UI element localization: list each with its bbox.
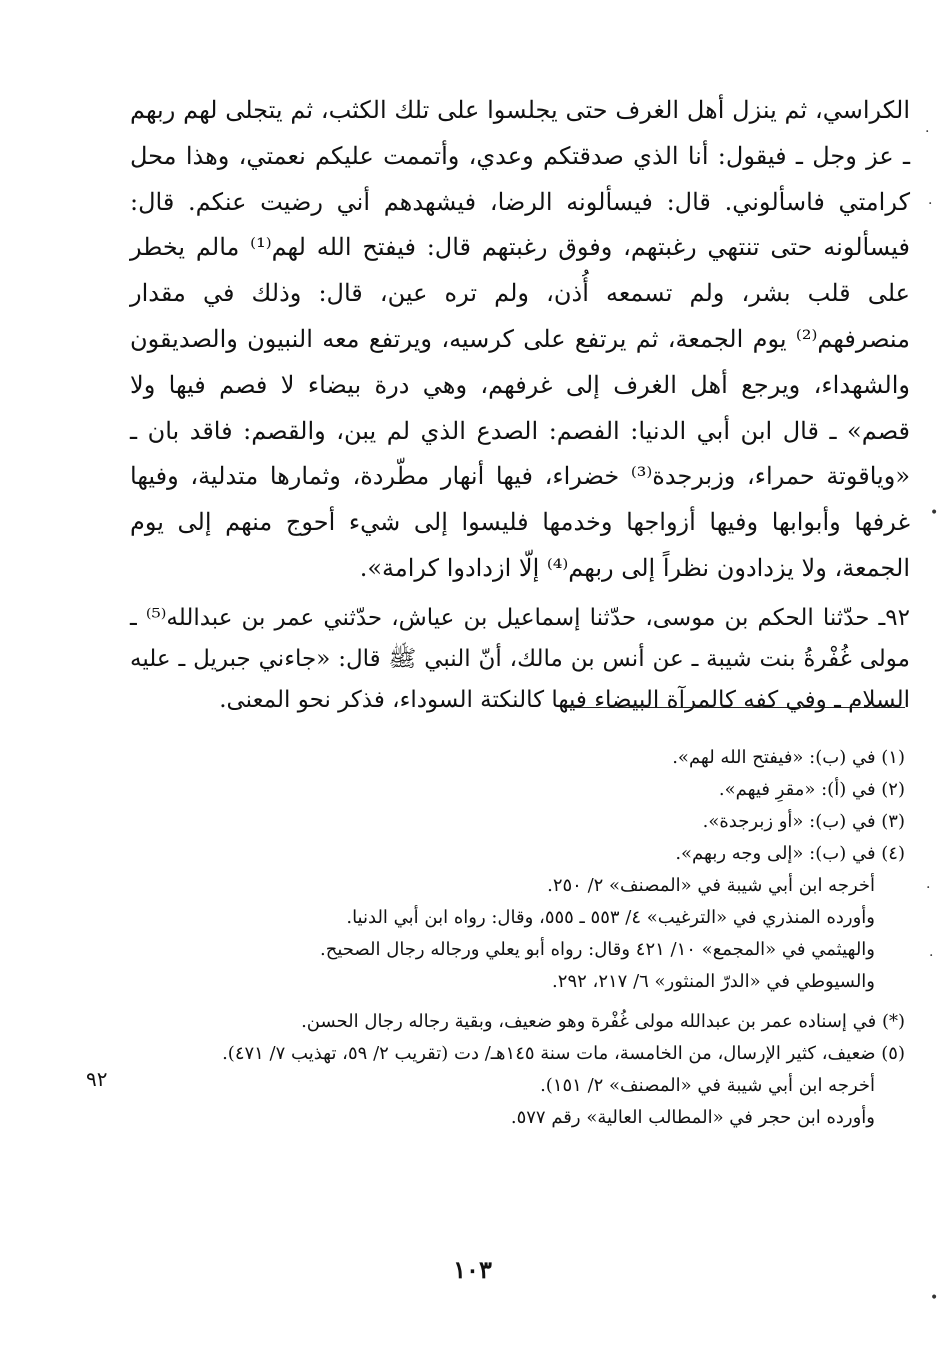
footnote-4-line: وأورده المنذري في «الترغيب» ٤/ ٥٥٣ ـ ٥٥٥، وقال: رواه ابن أبي الدنيا. [346, 907, 875, 928]
footnote-4-line: والهيثمي في «المجمع» ١٠/ ٤٢١ وقال: رواه أبو يعلي ورجاله رجال الصحيح. [320, 939, 875, 960]
scan-speck: • [930, 505, 939, 521]
hadith-side-number: ٩٢ [86, 1067, 108, 1091]
footnote-5-line: أخرجه ابن أبي شيبة في «المصنف» ٢/ ١٥١). [540, 1075, 875, 1096]
scan-speck: • [930, 1290, 939, 1306]
footnote-2: (٢) في (أ): «مقرِ فيهم». [718, 779, 905, 800]
footnote-separator [565, 707, 905, 708]
footnotes [140, 742, 905, 1134]
scan-speck: . [925, 120, 930, 136]
paragraph: الكراسي، ثم ينزل أهل الغرف حتى يجلسوا على تلك الكثب، ثم يتجلى لهم ربهم ـ عز وجل ـ فيقول: أنا الذي صدقتكم وعدي، وأتممت عليكم نعمتي، وهذا محل كرامتي فاسألوني. قال: فيسألونه الرضا، فيشهدهم أني رضيت عنكم. قال: فيسألونه حتى تنتهي رغبتهم، وفوق رغبتهم قال: فيفتح الله لهم⁽¹⁾ مالم يخطر على قلب بشر، ولم تسمعه أُذن، ولم تره عين، قال: وذلك في مقدار منصرفهم⁽²⁾ يوم الجمعة، ثم يرتفع على كرسيه، ويرتفع معه النبيون والصديقون والشهداء، ويرجع أهل الغرف إلى غرفهم، وهي درة بيضاء لا فصم فيها ولا قصم» ـ قال ابن أبي الدنيا: الفصم: الصدع الذي لم يبن، والقصم: فاقد بان ـ «وياقوتة حمراء، وزبرجدة⁽³⁾ خضراء، فيها أنهار مطّردة، وثمارها متدلية، وفيها غرفها وأبوابها وفيها أزواجها وخدمها فليسوا إلى شيء أحوج منهم إلى يوم الجمعة، ولا يزدادون نظراً إلى ربهم⁽⁴⁾ إلّا ازدادوا كرامة». [130, 96, 911, 582]
scan-speck: · [929, 948, 934, 964]
scan-speck: · [928, 196, 933, 212]
footnote-4: (٤) في (ب): «إلى وجه ربهم». [675, 843, 905, 864]
footnote-3: (٣) في (ب): «أو زبرجدة». [702, 811, 905, 832]
footnote-4-line: والسيوطي في «الدرّ المنثور» ٦/ ٢١٧، ٢٩٢. [552, 971, 875, 992]
footnote-5: (٥) ضعيف، كثير الإرسال، من الخامسة، مات سنة ١٤٥هـ/ دت (تقريب ٢/ ٥٩، تهذيب ٧/ ٤٧١). [222, 1043, 905, 1064]
scan-speck: . [926, 876, 931, 892]
footnote-4-line: أخرجه ابن أبي شيبة في «المصنف» ٢/ ٢٥٠. [547, 875, 875, 896]
page-number: ١٠٣ [453, 1255, 492, 1284]
footnote-star: (*) في إسناده عمر بن عبدالله مولى غُفْرة وهو ضعيف، وبقية رجاله رجال الحسن. [301, 1011, 905, 1032]
hadith-92-paragraph: ٩٢ـ حدّثنا الحكم بن موسى، حدّثنا إسماعيل بن عياش، حدّثني عمر بن عبدالله⁽⁵⁾ ـ مولى غُفْرةُ بنت شيبة ـ عن أنس بن مالك، أنّ النبي ﷺ قال: «جاءني جبريل ـ عليه السلام ـ وفي كفه كالمرآة البيضاء فيها كالنكتة السوداء، فذكر نحو المعنى. [130, 604, 911, 713]
main-text [130, 88, 910, 721]
footnote-5-line: وأورده ابن حجر في «المطالب العالية» رقم ٥٧٧. [510, 1107, 875, 1128]
footnote-1: (١) في (ب): «فيفتح الله لهم». [672, 747, 905, 768]
